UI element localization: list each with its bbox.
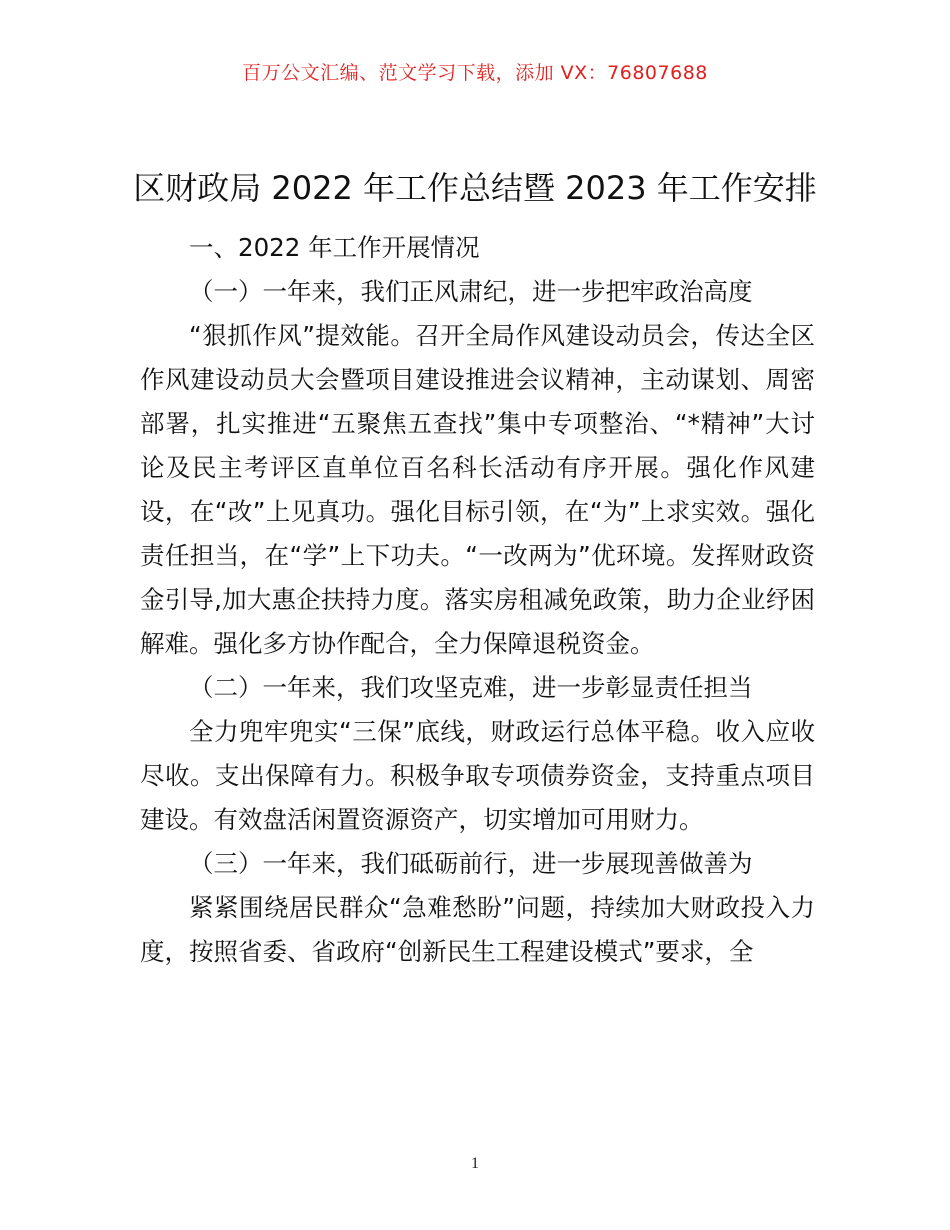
paragraph-1: “狠抓作风”提效能。召开全局作风建设动员会，传达全区作风建设动员大会暨项目建设推进会议精神，主动谋划、周密部署，扎实推进“五聚焦五查找”集中专项整治、“*精神”大讨论及民主考评区直单位百名科长活动有序开展。强化作风建设，在“改”上见真功。强化目标引领，在“为”上求实效。强化责任担当，在“学”上下功夫。“一改两为”优环境。发挥财政资金引导,加大惠企扶持力度。落实房租减免政策，助力企业纾困解难。强化多方协作配合，全力保障退税资金。	[140, 321, 815, 658]
section-heading: 一、2022 年工作开展情况	[189, 233, 480, 262]
subsection-heading-1: （一）一年来，我们正风肃纪，进一步把牢政治高度	[189, 277, 753, 306]
subsection-heading-3: （三）一年来，我们砥砺前行，进一步展现善做善为	[189, 849, 753, 878]
header-watermark-note: 百万公文汇编、范文学习下载，添加 VX：76807688	[242, 62, 708, 84]
paragraph-3: 紧紧围绕居民群众“急难愁盼”问题，持续加大财政投入力度，按照省委、省政府“创新民生工程建设模式”要求，全	[140, 893, 815, 966]
subsection-heading-2: （二）一年来，我们攻坚克难，进一步彰显责任担当	[189, 673, 753, 702]
document-title: 区财政局 2022 年工作总结暨 2023 年工作安排	[133, 169, 817, 207]
document-body	[140, 226, 815, 974]
page-number: 1	[471, 1155, 479, 1172]
paragraph-2: 全力兜牢兜实“三保”底线，财政运行总体平稳。收入应收尽收。支出保障有力。积极争取专项债券资金，支持重点项目建设。有效盘活闲置资源资产，切实增加可用财力。	[140, 717, 815, 834]
